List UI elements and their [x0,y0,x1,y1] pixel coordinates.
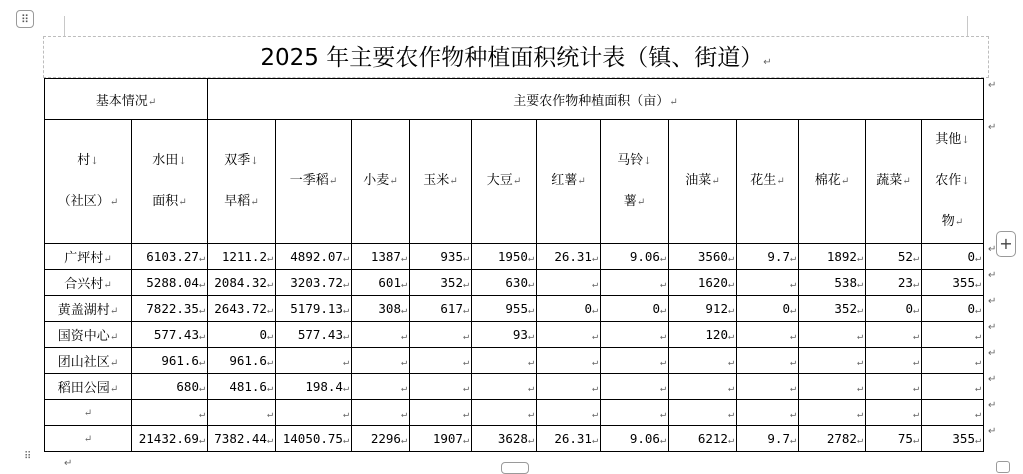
header-crop-label: 花生 [750,173,777,188]
value-cell[interactable]: 26.31↵ [537,426,601,452]
value-cell[interactable]: ↵ [352,348,410,374]
header-crop-column[interactable]: 一季稻↵ [276,120,352,244]
value-cell[interactable]: ↵ [866,322,922,348]
value-cell[interactable]: ↵ [208,400,276,426]
table-row [45,400,984,426]
row-end-mark: ↵ [988,122,997,133]
value-cell[interactable]: 481.6↵ [208,374,276,400]
value-cell[interactable]: ↵ [410,374,472,400]
value-cell[interactable]: 352↵ [799,296,866,322]
value-cell[interactable]: 308↵ [352,296,410,322]
value-cell[interactable]: 0↵ [208,322,276,348]
value-cell[interactable]: 355↵ [922,426,984,452]
header-crop-column[interactable]: 油菜↵ [669,120,737,244]
value-cell[interactable]: 0↵ [922,244,984,270]
value-cell[interactable]: 5179.13↵ [276,296,352,322]
value-cell[interactable]: ↵ [410,348,472,374]
village-name-cell[interactable]: 广坪村↵ [45,244,132,270]
value-cell[interactable]: ↵ [669,348,737,374]
margin-corner-mark [967,16,968,36]
value-cell[interactable]: ↵ [537,400,601,426]
value-cell[interactable]: 9.06↵ [601,244,669,270]
row-end-mark: ↵ [988,244,997,255]
header-crop-column[interactable]: 花生↵ [737,120,799,244]
header-crop-label: 玉米 [423,173,450,188]
row-end-mark: ↵ [988,348,997,359]
table-row [45,296,984,322]
header-basic-info[interactable]: 基本情况↵ [45,79,208,120]
value-cell[interactable]: 577.43↵ [276,322,352,348]
row-end-mark: ↵ [988,400,997,411]
header-crop-label: 农作 [935,173,962,188]
header-crop-column[interactable]: 大豆↵ [472,120,537,244]
value-cell[interactable]: 198.4↵ [276,374,352,400]
village-name-cell[interactable]: 合兴村↵ [45,270,132,296]
value-cell[interactable]: 26.31↵ [537,244,601,270]
value-cell[interactable]: 2296↵ [352,426,410,452]
header-crop-column[interactable]: 双季↓ 早稻↵ [208,120,276,244]
value-cell[interactable]: 14050.75↵ [276,426,352,452]
value-cell[interactable]: ↵ [472,348,537,374]
value-cell[interactable]: 0↵ [922,296,984,322]
value-cell[interactable]: 2084.32↵ [208,270,276,296]
value-cell[interactable]: ↵ [866,374,922,400]
table-resize-handle-corner[interactable] [996,461,1010,473]
value-cell[interactable]: 9.7↵ [737,244,799,270]
value-cell[interactable]: 0↵ [866,296,922,322]
row-drag-handle-icon[interactable]: ⠿ [24,451,32,462]
value-cell[interactable]: 538↵ [799,270,866,296]
value-cell[interactable]: 6103.27↵ [132,244,208,270]
value-cell[interactable]: ↵ [132,400,208,426]
header-crop-label: 小麦 [363,173,390,188]
value-cell[interactable]: 9.7↵ [737,426,799,452]
value-cell[interactable]: ↵ [276,348,352,374]
value-cell[interactable]: ↵ [410,400,472,426]
row-end-mark: ↵ [988,374,997,385]
row-end-mark: ↵ [988,296,997,307]
value-cell[interactable]: 2782↵ [799,426,866,452]
value-cell[interactable]: 5288.04↵ [132,270,208,296]
header-crop-column[interactable]: 小麦↵ [352,120,410,244]
value-cell[interactable]: 23↵ [866,270,922,296]
header-crop-label: 棉花 [814,173,841,188]
value-cell[interactable]: 2643.72↵ [208,296,276,322]
title-text: 2025 年主要农作物种植面积统计表（镇、街道） [260,45,764,71]
value-cell[interactable]: 352↵ [410,270,472,296]
value-cell[interactable]: ↵ [352,374,410,400]
header-crop-label: 薯 [623,193,637,209]
header-crop-label: 物 [941,214,955,229]
header-crop-label: 蔬菜 [876,173,903,188]
table-row [45,426,984,452]
value-cell[interactable]: ↵ [922,400,984,426]
value-cell[interactable]: 0↵ [537,296,601,322]
table-resize-handle-bottom[interactable] [501,462,529,474]
paragraph-mark: ↵ [763,57,772,68]
value-cell[interactable]: 3628↵ [472,426,537,452]
value-cell[interactable]: 4892.07↵ [276,244,352,270]
value-cell[interactable]: ↵ [601,400,669,426]
value-cell[interactable]: 1950↵ [472,244,537,270]
header-row-group [45,79,984,120]
value-cell[interactable]: ↵ [799,348,866,374]
value-cell[interactable]: 3203.72↵ [276,270,352,296]
value-cell[interactable]: 93↵ [472,322,537,348]
value-cell[interactable]: ↵ [737,374,799,400]
header-crop-column[interactable]: 玉米↵ [410,120,472,244]
village-name-cell[interactable]: 国资中心↵ [45,322,132,348]
value-cell[interactable]: 1387↵ [352,244,410,270]
value-cell[interactable]: ↵ [601,374,669,400]
value-cell[interactable]: ↵ [472,400,537,426]
value-cell[interactable]: ↵ [472,374,537,400]
value-cell[interactable]: 617↵ [410,296,472,322]
value-cell[interactable]: 955↵ [472,296,537,322]
value-cell[interactable]: 7822.35↵ [132,296,208,322]
value-cell[interactable]: 1211.2↵ [208,244,276,270]
header-crop-area-label: 主要农作物种植面积（亩） [513,93,670,109]
value-cell[interactable]: 961.6↵ [208,348,276,374]
value-cell[interactable]: ↵ [537,374,601,400]
village-name-cell[interactable]: 黄盖湖村↵ [45,296,132,322]
statistics-table [44,78,984,452]
value-cell[interactable]: ↵ [737,270,799,296]
value-cell[interactable]: ↵ [669,374,737,400]
header-crop-label: 大豆 [486,173,513,188]
value-cell[interactable]: 120↵ [669,322,737,348]
value-cell[interactable]: ↵ [799,400,866,426]
value-cell[interactable]: ↵ [601,348,669,374]
header-crop-area-group[interactable]: 主要农作物种植面积（亩）↵ [208,79,984,120]
value-cell[interactable]: ↵ [799,322,866,348]
table-row [45,348,984,374]
value-cell[interactable]: ↵ [410,322,472,348]
value-cell[interactable]: 7382.44↵ [208,426,276,452]
value-cell[interactable]: 680↵ [132,374,208,400]
value-cell[interactable]: ↵ [922,322,984,348]
value-cell[interactable]: ↵ [737,322,799,348]
header-row-columns [45,120,984,244]
value-cell[interactable]: ↵ [922,374,984,400]
paragraph-mark: ↵ [64,458,73,469]
header-crop-label: 一季稻 [289,173,329,188]
value-cell[interactable]: ↵ [669,400,737,426]
value-cell[interactable]: 355↵ [922,270,984,296]
table-row [45,270,984,296]
value-cell[interactable]: ↵ [537,270,601,296]
value-cell[interactable]: ↵ [737,348,799,374]
header-basic-label: 基本情况 [95,93,148,109]
value-cell[interactable]: 601↵ [352,270,410,296]
value-cell[interactable]: ↵ [352,322,410,348]
page-title [43,38,989,78]
value-cell[interactable]: 912↵ [669,296,737,322]
value-cell[interactable]: ↵ [866,348,922,374]
row-end-mark: ↵ [988,80,997,91]
value-cell[interactable]: ↵ [276,400,352,426]
value-cell[interactable]: 935↵ [410,244,472,270]
value-cell[interactable]: 1907↵ [410,426,472,452]
table-row [45,244,984,270]
value-cell[interactable]: 52↵ [866,244,922,270]
header-paddy-area[interactable]: 水田↓ 面积↵ [132,120,208,244]
table-row [45,322,984,348]
value-cell[interactable]: ↵ [601,322,669,348]
value-cell[interactable]: ↵ [799,374,866,400]
value-cell[interactable]: ↵ [866,400,922,426]
value-cell[interactable]: ↵ [601,270,669,296]
header-crop-column[interactable]: 红薯↵ [537,120,601,244]
header-crop-label: 早稻 [224,193,251,209]
value-cell[interactable]: 1892↵ [799,244,866,270]
value-cell[interactable]: 3560↵ [669,244,737,270]
value-cell[interactable]: 577.43↵ [132,322,208,348]
header-crop-label: 马铃 [617,152,644,168]
value-cell[interactable]: ↵ [537,322,601,348]
table-row [45,374,984,400]
value-cell[interactable]: ↵ [737,400,799,426]
header-crop-column[interactable]: 马铃↓ 薯↵ [601,120,669,244]
value-cell[interactable]: 1620↵ [669,270,737,296]
row-end-mark: ↵ [988,426,997,437]
header-crop-label: 油菜 [685,173,712,188]
value-cell[interactable]: ↵ [537,348,601,374]
value-cell[interactable]: 630↵ [472,270,537,296]
header-crop-column[interactable]: 其他↓ 农作↓ 物↵ [922,120,984,244]
table-move-handle[interactable]: ⠿ [16,10,34,28]
value-cell[interactable]: 961.6↵ [132,348,208,374]
header-crop-column[interactable]: 蔬菜↵ [866,120,922,244]
add-column-button[interactable]: + [996,231,1016,257]
value-cell[interactable]: 9.06↵ [601,426,669,452]
margin-corner-mark [64,16,65,36]
value-cell[interactable]: 75↵ [866,426,922,452]
value-cell[interactable]: ↵ [352,400,410,426]
header-crop-column[interactable]: 棉花↵ [799,120,866,244]
village-name-cell[interactable]: 稻田公园↵ [45,374,132,400]
row-end-mark: ↵ [988,322,997,333]
header-village[interactable]: 村↓ （社区）↵ [45,120,132,244]
value-cell[interactable]: ↵ [922,348,984,374]
header-crop-label: 红薯 [551,173,578,188]
value-cell[interactable]: 21432.69↵ [132,426,208,452]
village-name-cell[interactable]: 团山社区↵ [45,348,132,374]
value-cell[interactable]: 6212↵ [669,426,737,452]
row-end-mark: ↵ [988,270,997,281]
village-name-cell[interactable]: ↵ [45,400,132,426]
village-name-cell[interactable]: ↵ [45,426,132,452]
value-cell[interactable]: 0↵ [601,296,669,322]
header-crop-label: 双季 [224,152,251,168]
value-cell[interactable]: 0↵ [737,296,799,322]
header-crop-label: 其他 [935,132,962,147]
